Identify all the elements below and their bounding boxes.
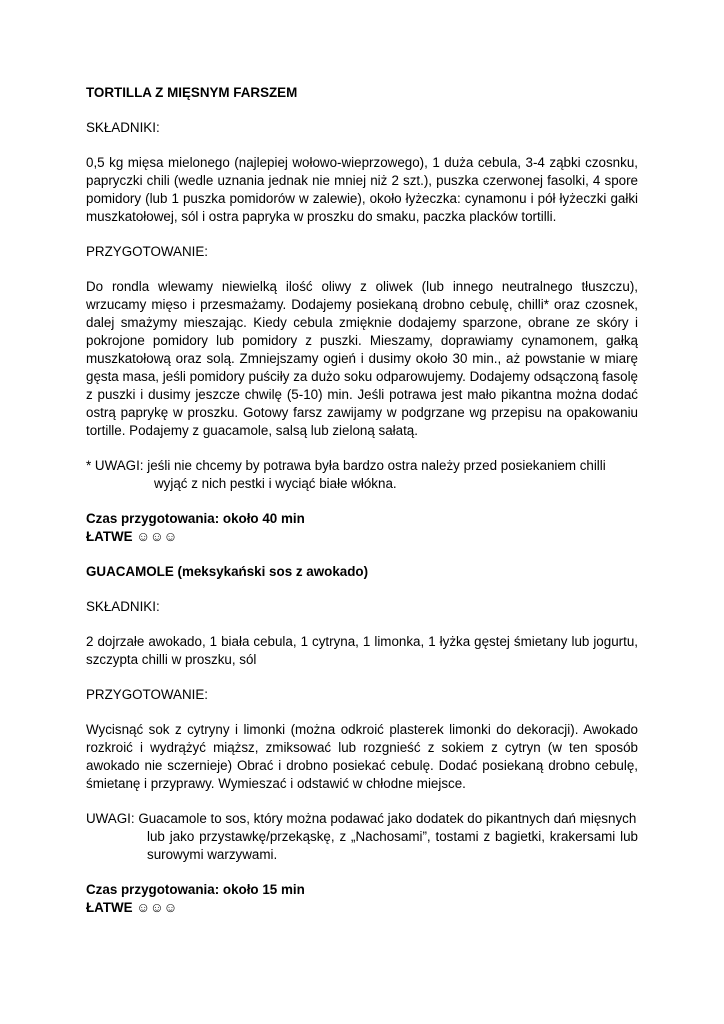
recipe1-prep-heading: PRZYGOTOWANIE:: [86, 244, 209, 259]
recipe1-title: TORTILLA Z MIĘSNYM FARSZEM: [86, 85, 298, 100]
recipe1-difficulty: ŁATWE ☺☺☺: [86, 529, 178, 544]
recipe2-ingredients: 2 dojrzałe awokado, 1 biała cebula, 1 cytryna, 1 limonka, 1 łyżka gęstej śmietany lub jogurtu, szczypta chilli w proszku, sól: [86, 634, 638, 667]
recipe1-ingredients: 0,5 kg mięsa mielonego (najlepiej wołowo-wieprzowego), 1 duża cebula, 3-4 ząbki czosnku, papryczki chili (wedle uznania jednak nie mniej niż 2 szt.), puszka czerwonej fasolki, 4 spore pomidory (lub 1 puszka pomidorów w zalewie), około łyżeczka: cynamonu i pół łyżeczki gałki muszkatołowej, sól i ostra papryka w proszku do smaku, paczka placków tortilli.: [86, 155, 638, 224]
recipe1-ingredients-heading: SKŁADNIKI:: [86, 120, 160, 135]
recipe1-prep: Do rondla wlewamy niewielką ilość oliwy z oliwek (lub innego neutralnego tłuszczu), wrzucamy mięso i przesmażamy. Dodajemy posiekaną drobno cebulę, chilli* oraz czosnek, dalej smażymy mieszając. Kiedy cebula zmięknie dodajemy sparzone, obrane ze skóry i pokrojone pomidory lub pomidory z puszki. Mieszamy, doprawiamy cynamonem, gałką muszkatołową oraz solą. Zmniejszamy ogień i dusimy około 30 min., aż powstanie w miarę gęsta masa, jeśli pomidory puściły za dużo soku odparowujemy. Dodajemy odsączoną fasolę z puszki i dusimy jeszcze chwilę (5-10) min. Jeśli potrawa jest mało pikantna można dodać ostrą paprykę w proszku. Gotowy farsz zawijamy w podgrzane wg przepisu na opakowaniu tortille. Podajemy z guacamole, salsą lub zieloną sałatą.: [86, 279, 638, 438]
recipe2-prep: Wycisnąć sok z cytryny i limonki (można odkroić plasterek limonki do dekoracji). Awokado rozkroić i wydrążyć miąższ, zmiksować lub rozgnieść z sokiem z cytryn (w ten sposób awokado nie sczernieje) Obrać i drobno posiekać cebulę. Dodać posiekaną drobno cebulę, śmietanę i przyprawy. Wymieszać i odstawić w chłodne miejsce.: [86, 722, 638, 791]
recipe2-prep-heading: PRZYGOTOWANIE:: [86, 687, 209, 702]
recipe1-time: Czas przygotowania: około 40 min: [86, 511, 305, 526]
recipe2-ingredients-heading: SKŁADNIKI:: [86, 599, 160, 614]
recipe2-note-line1: UWAGI: Guacamole to sos, który można podawać jako dodatek do pikantnych dań mięsnych: [86, 811, 637, 826]
recipe1-note-line2: wyjąć z nich pestki i wyciąć białe włókna.: [154, 476, 397, 491]
document-page: [86, 84, 638, 917]
recipe2-note: [86, 810, 638, 864]
recipe2-time: Czas przygotowania: około 15 min: [86, 882, 305, 897]
recipe1-note: [86, 457, 638, 493]
recipe2-note-line2: lub jako przystawkę/przekąskę, z „Nachosami”, tostami z bagietki, krakersami lub surowymi warzywami.: [147, 829, 638, 862]
recipe2-title: GUACAMOLE (meksykański sos z awokado): [86, 564, 369, 579]
recipe2-difficulty: ŁATWE ☺☺☺: [86, 900, 178, 915]
recipe1-note-line1: * UWAGI: jeśli nie chcemy by potrawa była bardzo ostra należy przed posiekaniem chilli: [86, 458, 606, 473]
